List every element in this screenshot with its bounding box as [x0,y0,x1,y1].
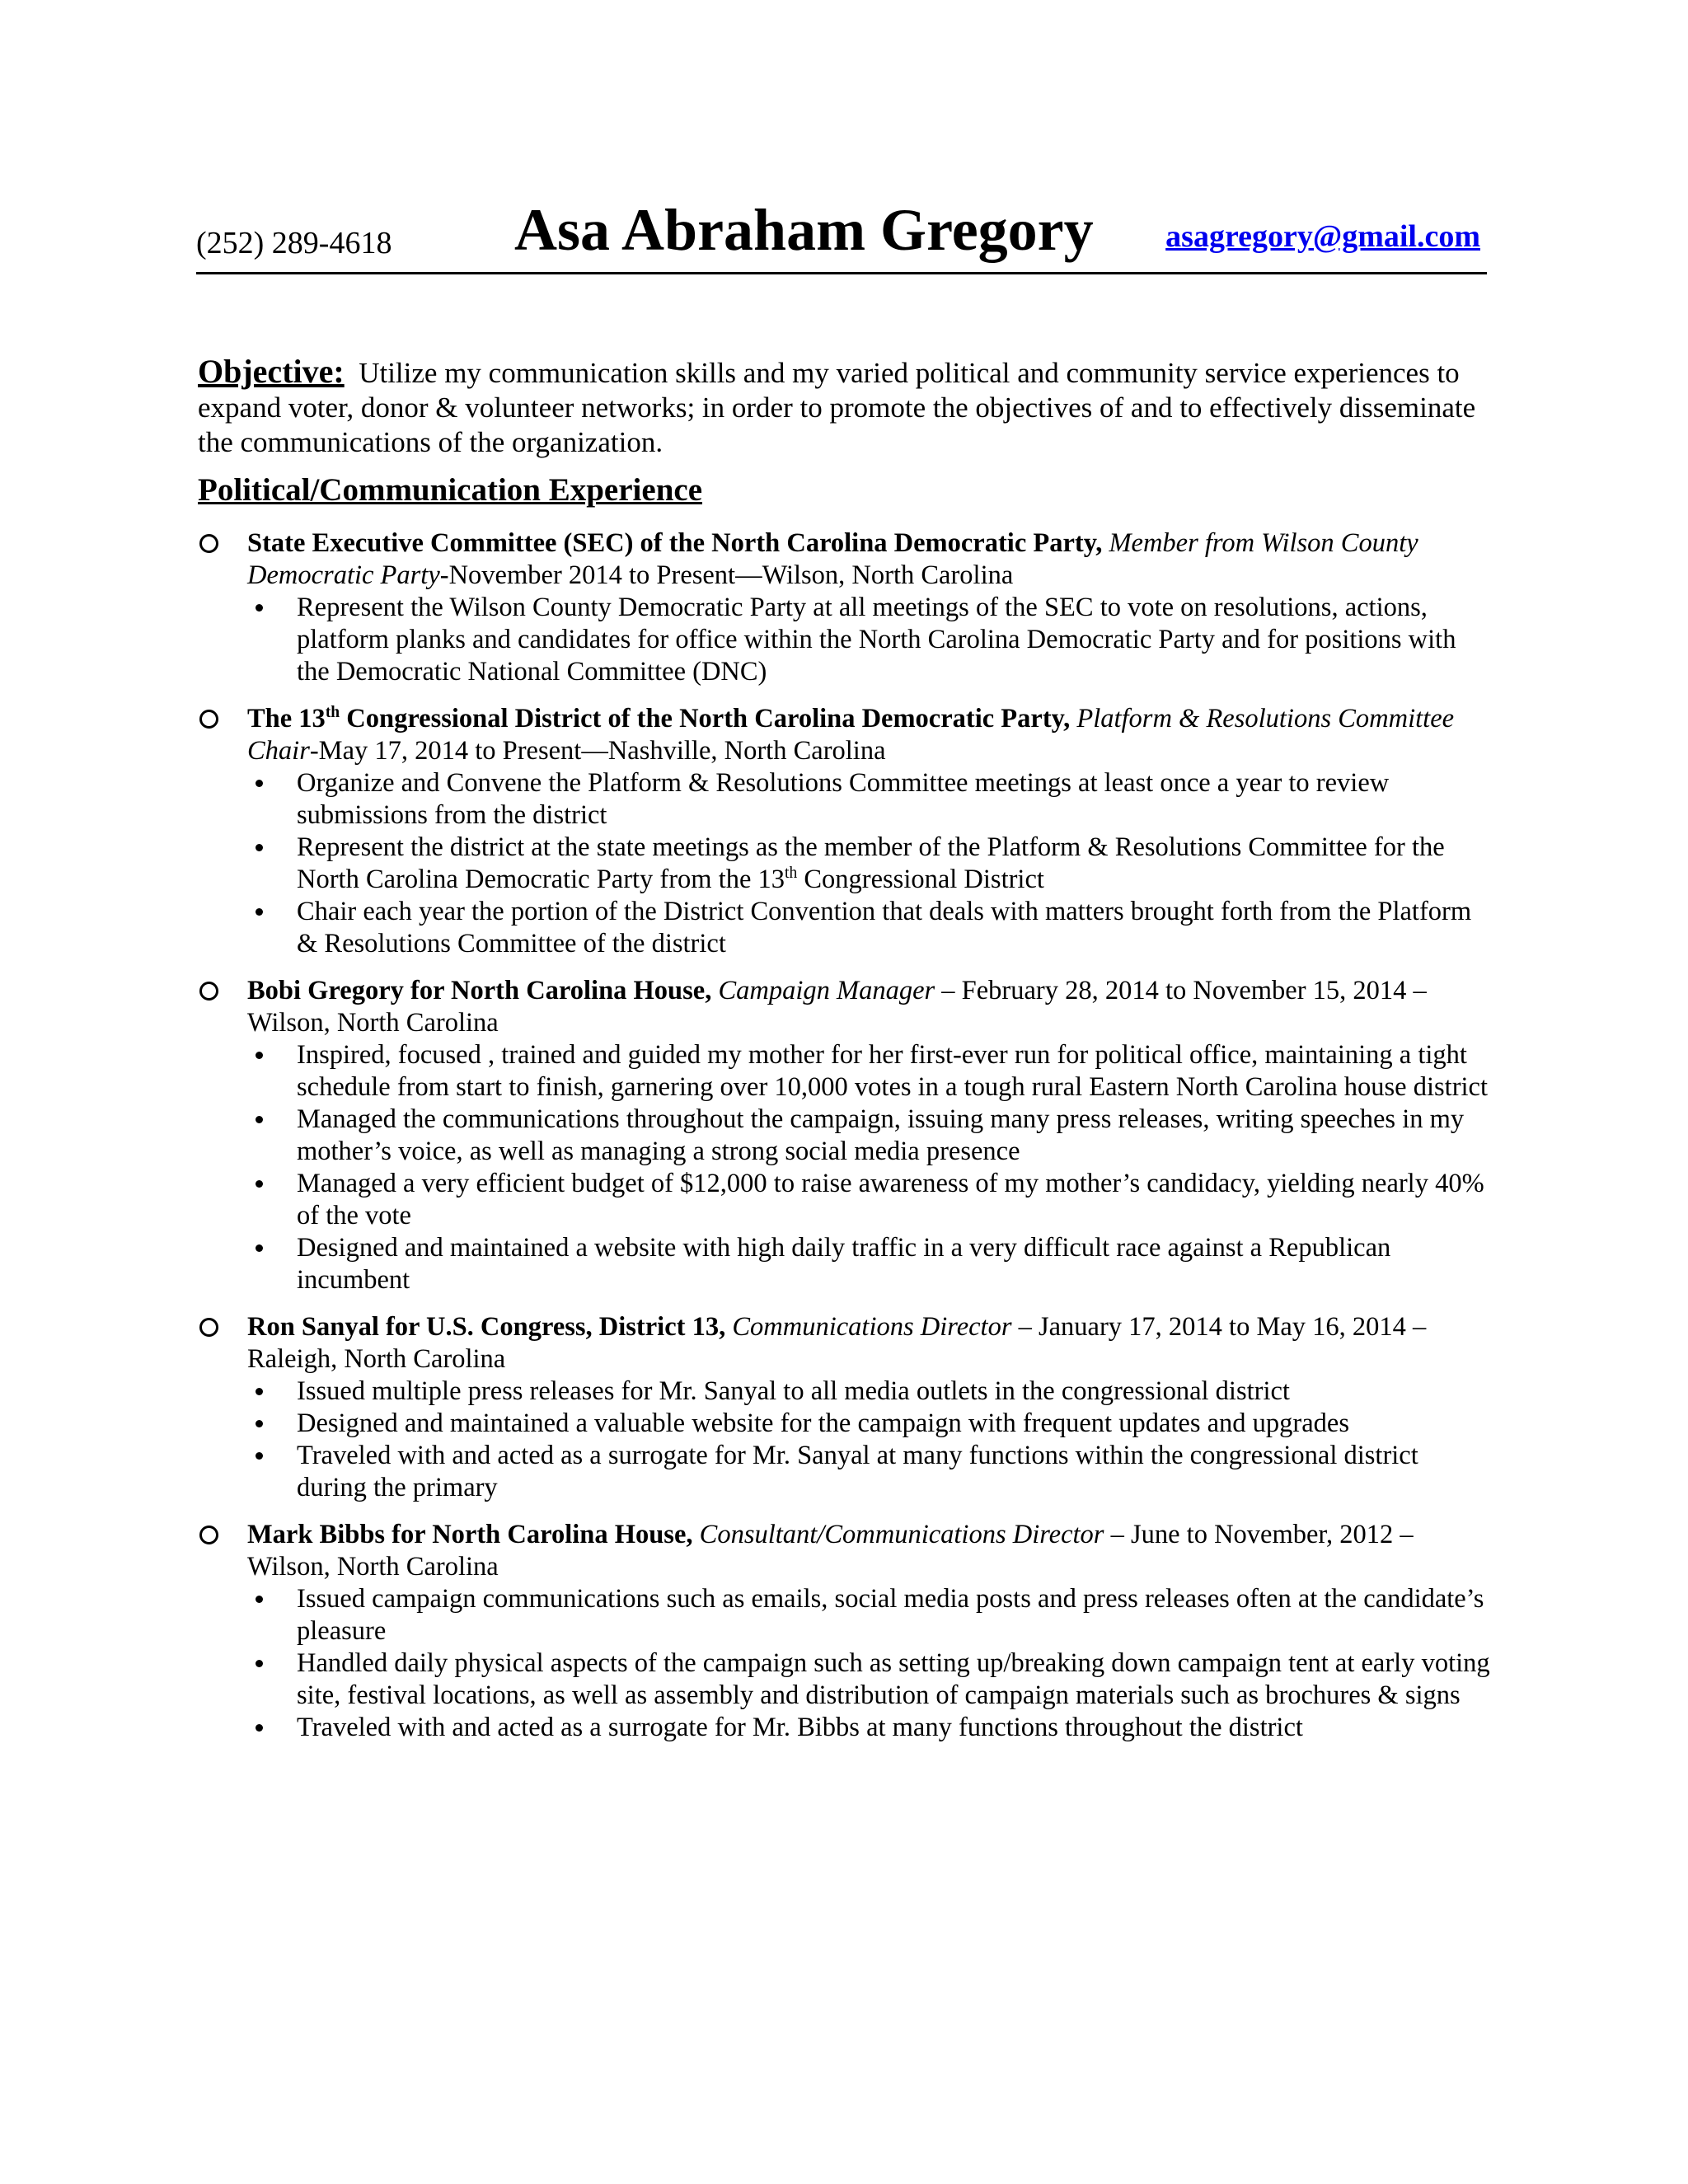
entry-details: – February 28, 2014 to November 15, 2014 – Wilson, North Carolina [247,976,1427,1038]
experience-entry [198,1519,1492,1744]
entry-bullets [247,1583,1492,1744]
list-item: Organize and Convene the Platform & Resolutions Committee meetings at least once a year to review submissions from the district [247,767,1492,832]
entry-heading [247,975,1492,1039]
list-item-suffix: Congressional District [797,865,1044,894]
list-item-ordinal: th [785,865,798,883]
hollow-circle-bullet-icon [199,982,218,1001]
list-item-text: Represent the district at the state meetings as the member of the Platform & Resolutions Committee for the North Carolina Democratic Party from the 13 [297,832,1445,894]
experience-list [198,527,1492,1759]
entry-role: Communications Director [732,1312,1012,1342]
resume-header [196,196,1487,274]
entry-heading [247,1519,1492,1583]
experience-entry [198,975,1492,1296]
list-item [247,832,1492,896]
entry-bullets [247,1039,1492,1296]
list-item: Inspired, focused , trained and guided my mother for her first-ever run for political office, maintaining a tight schedule from start to finish, garnering over 10,000 votes in a tough rural Eastern North Carolina house district [247,1039,1492,1104]
entry-role: Consultant/Communications Director [699,1520,1104,1549]
list-item: Issued multiple press releases for Mr. Sanyal to all media outlets in the congressional district [247,1376,1492,1408]
entry-role: Member from Wilson County Democratic Party [247,528,1418,590]
entry-bullets [247,1376,1492,1504]
list-item: Managed the communications throughout the campaign, issuing many press releases, writing speeches in my mother’s voice, as well as managing a strong social media presence [247,1104,1492,1168]
applicant-name: Asa Abraham Gregory [514,197,1094,263]
entry-details: -May 17, 2014 to Present—Nashville, North Carolina [309,736,886,766]
hollow-circle-bullet-icon [199,1526,218,1544]
email-link[interactable]: asagregory@gmail.com [1165,219,1480,254]
list-item: Represent the Wilson County Democratic Party at all meetings of the SEC to vote on resolutions, actions, platform planks and candidates for office within the North Carolina Democratic Party and for positions with the Democratic National Committee (DNC) [247,592,1492,688]
phone-number: (252) 289-4618 [196,226,392,260]
entry-organization: State Executive Committee (SEC) of the North Carolina Democratic Party, [247,528,1103,558]
entry-heading [247,527,1492,592]
entry-organization [247,704,1070,733]
org-ordinal: th [325,704,340,722]
hollow-circle-bullet-icon [199,710,218,729]
org-suffix: Congressional District of the North Carolina Democratic Party, [340,704,1071,733]
entry-details: -November 2014 to Present—Wilson, North Carolina [439,560,1014,590]
list-item: Chair each year the portion of the District Convention that deals with matters brought forth from the Platform & Resolutions Committee of the district [247,896,1492,960]
hollow-circle-bullet-icon [199,534,218,553]
experience-entry [198,703,1492,960]
list-item: Issued campaign communications such as emails, social media posts and press releases often at the candidate’s pleasure [247,1583,1492,1647]
hollow-circle-bullet-icon [199,1318,218,1337]
list-item: Designed and maintained a valuable website for the campaign with frequent updates and upgrades [247,1408,1492,1440]
section-title: Political/Communication Experience [198,472,703,508]
list-item: Designed and maintained a website with high daily traffic in a very difficult race against a Republican incumbent [247,1232,1492,1296]
list-item: Handled daily physical aspects of the campaign such as setting up/breaking down campaign tent at early voting site, festival locations, as well as assembly and distribution of campaign materials such as brochures & signs [247,1647,1492,1712]
entry-details: – January 17, 2014 to May 16, 2014 – Raleigh, North Carolina [247,1312,1427,1374]
experience-entry [198,527,1492,688]
entry-role: Campaign Manager [718,976,935,1005]
entry-details: – June to November, 2012 – Wilson, North Carolina [247,1520,1414,1582]
experience-entry [198,1311,1492,1504]
entry-role: Platform & Resolutions Committee Chair [247,704,1455,766]
objective-text: Utilize my communication skills and my varied political and community service experiences to expand voter, donor & volunteer networks; in order to promote the objectives of and to effectively disseminate the communications of the organization. [198,357,1476,458]
entry-heading [247,1311,1492,1376]
list-item: Managed a very efficient budget of $12,000 to raise awareness of my mother’s candidacy, yielding nearly 40% of the vote [247,1168,1492,1232]
entry-heading [247,703,1492,767]
entry-bullets [247,592,1492,688]
entry-bullets [247,767,1492,960]
entry-organization: Ron Sanyal for U.S. Congress, District 13, [247,1312,726,1342]
list-item: Traveled with and acted as a surrogate for Mr. Bibbs at many functions throughout the district [247,1712,1492,1744]
list-item: Traveled with and acted as a surrogate for Mr. Sanyal at many functions within the congressional district during the primary [247,1440,1492,1504]
objective-paragraph [198,354,1500,460]
entry-organization: Bobi Gregory for North Carolina House, [247,976,712,1005]
objective-label: Objective: [198,353,345,390]
entry-organization: Mark Bibbs for North Carolina House, [247,1520,693,1549]
org-prefix: The 13 [247,704,326,733]
